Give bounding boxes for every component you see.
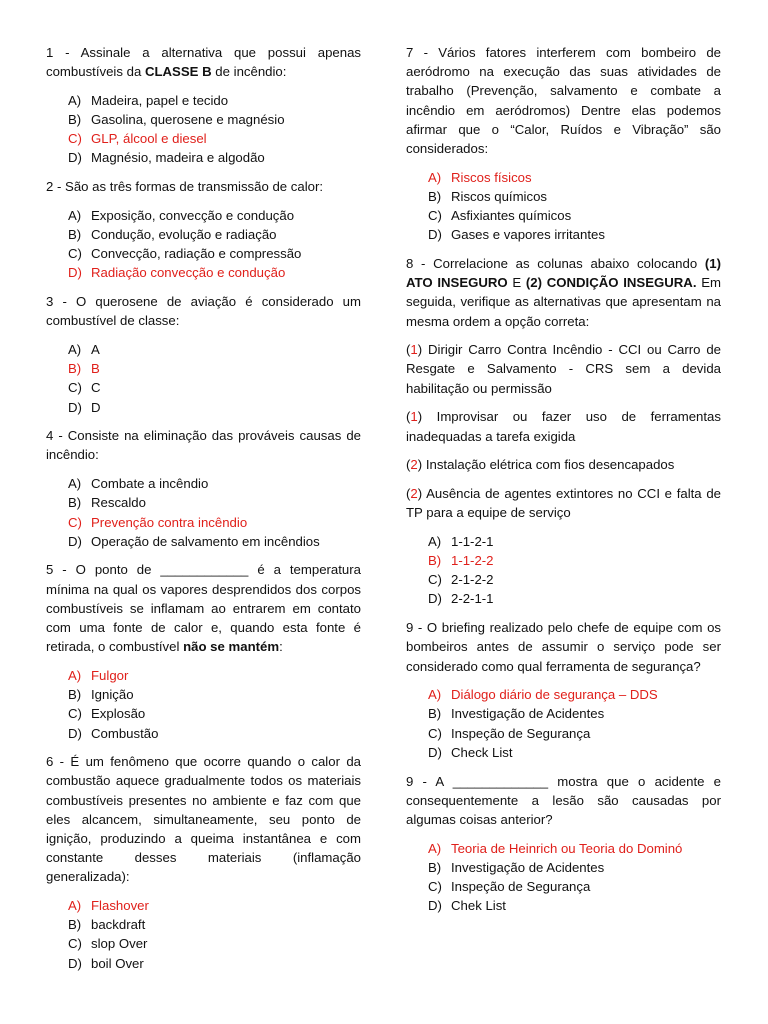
question-5: 5 - O ponto de ____________ é a temperatura mínima na qual os vapores desprendidos dos corpos combustíveis se inflamam ao entrarem em contato com uma fonte de calor e, quando esta fonte é retirada, o combustível não se mantém: [46,562,361,655]
question-1: 1 - Assinale a alternativa que possui apenas combustíveis da CLASSE B de incêndio: [46,45,361,80]
right-column [406,43,721,925]
question-8-item-2: (1) Improvisar ou fazer uso de ferramentas inadequadas a tarefa exigida [406,409,721,444]
option-9b-b: B) Investigação de Acidentes [428,859,605,875]
option-3b-correct: B) B [68,361,100,377]
question-4-options [46,474,361,551]
option-1c-correct: C) GLP, álcool e diesel [68,131,207,147]
option-4d: D) Operação de salvamento em incêndios [68,533,320,549]
question-1-options [46,91,361,168]
option-6c: C) slop Over [68,936,148,952]
option-8a: A) 1-1-2-1 [428,533,494,549]
question-8: 8 - Correlacione as colunas abaixo colocando (1) ATO INSEGURO E (2) CONDIÇÃO INSEGURA. Em seguida, verifique as alternativas que apresentam na mesma ordem a opção correta: [406,255,721,329]
question-9a-options [406,685,721,762]
option-4c-correct: C) Prevenção contra incêndio [68,514,248,530]
option-9a-d: D) Check List [428,744,513,760]
option-9a-c: C) Inspeção de Segurança [428,725,591,741]
option-5a-correct: A) Fulgor [68,667,129,683]
option-6a-correct: A) Flashover [68,898,149,914]
option-5c: C) Explosão [68,706,146,722]
left-column [46,43,361,982]
option-4a: A) Combate a incêndio [68,476,209,492]
question-9b-options [406,839,721,916]
option-8d: D) 2-2-1-1 [428,591,494,607]
question-9a: 9 - O briefing realizado pelo chefe de equipe com os bombeiros antes de assumir o serviço pode ser considerado como qual ferramenta de segurança? [406,620,721,674]
option-1b: B) Gasolina, querosene e magnésio [68,112,285,128]
question-8-item-3: (2) Instalação elétrica com fios desencapados [406,457,675,473]
option-9b-a-correct: A) Teoria de Heinrich ou Teoria do Dominó [428,840,683,856]
question-8-item-4: (2) Ausência de agentes extintores no CCI e falta de TP para a equipe de serviço [406,486,721,521]
question-8-item-1: (1) Dirigir Carro Contra Incêndio - CCI ou Carro de Resgate e Salvamento - CRS sem a devida habilitação ou permissão [406,342,721,396]
question-8-options [406,532,721,609]
option-9b-c: C) Inspeção de Segurança [428,879,591,894]
option-9a-a-correct: A) Diálogo diário de segurança – DDS [428,687,658,703]
question-6-options [46,896,361,973]
option-8c: C) 2-1-2-2 [428,572,494,588]
question-3-options [46,340,361,417]
option-3a: A) A [68,342,100,358]
option-2d-correct: D) Radiação convecção e condução [68,265,286,281]
option-4b: B) Rescaldo [68,495,146,511]
question-2: 2 - São as três formas de transmissão de calor: [46,179,324,195]
question-5-options [46,666,361,743]
option-2a: A) Exposição, convecção e condução [68,207,295,223]
option-5d: D) Combustão [68,725,159,741]
option-9b-d: D) Chek List [428,898,506,914]
option-9a-b: B) Investigação de Acidentes [428,706,605,722]
option-1d: D) Magnésio, madeira e algodão [68,150,265,166]
question-6: 6 - É um fenômeno que ocorre quando o calor da combustão aquece gradualmente todos os materiais combustíveis presentes no ambiente e faz com que eles alcancem, simultaneamente, seu ponto de ignição, produzindo a queima instantânea e com constante desses materiais (inflamação generalizada): [46,754,361,885]
question-7: 7 - Vários fatores interferem com bombeiro de aeródromo na execução das suas atividades de trabalho (Prevenção, salvamento e combate a incêndio em aeródromos) Dentre elas podemos afirmar que o “Calor, Ruídos e Vibração” são considerados: [406,45,721,157]
option-6b: B) backdraft [68,917,146,933]
option-7a-correct: A) Riscos físicos [428,169,532,185]
option-1a: A) Madeira, papel e tecido [68,92,229,108]
question-9b: 9 - A _____________ mostra que o acidente e consequentemente a lesão são causadas por algumas coisas anterior? [406,773,721,827]
option-6d: D) boil Over [68,955,144,971]
question-2-options [46,206,361,283]
option-2b: B) Condução, evolução e radiação [68,227,277,243]
option-7d: D) Gases e vapores irritantes [428,227,605,243]
option-2c: C) Convecção, radiação e compressão [68,246,302,262]
option-5b: B) Ignição [68,687,134,703]
question-4: 4 - Consiste na eliminação das prováveis causas de incêndio: [46,428,361,463]
question-3: 3 - O querosene de aviação é considerado um combustível de classe: [46,294,361,329]
question-7-options [406,168,721,245]
option-7c: C) Asfixiantes químicos [428,208,572,224]
option-7b: B) Riscos químicos [428,188,548,204]
option-8b-correct: B) 1-1-2-2 [428,553,494,569]
option-3d: D) D [68,399,101,415]
option-3c: C) C [68,380,101,396]
